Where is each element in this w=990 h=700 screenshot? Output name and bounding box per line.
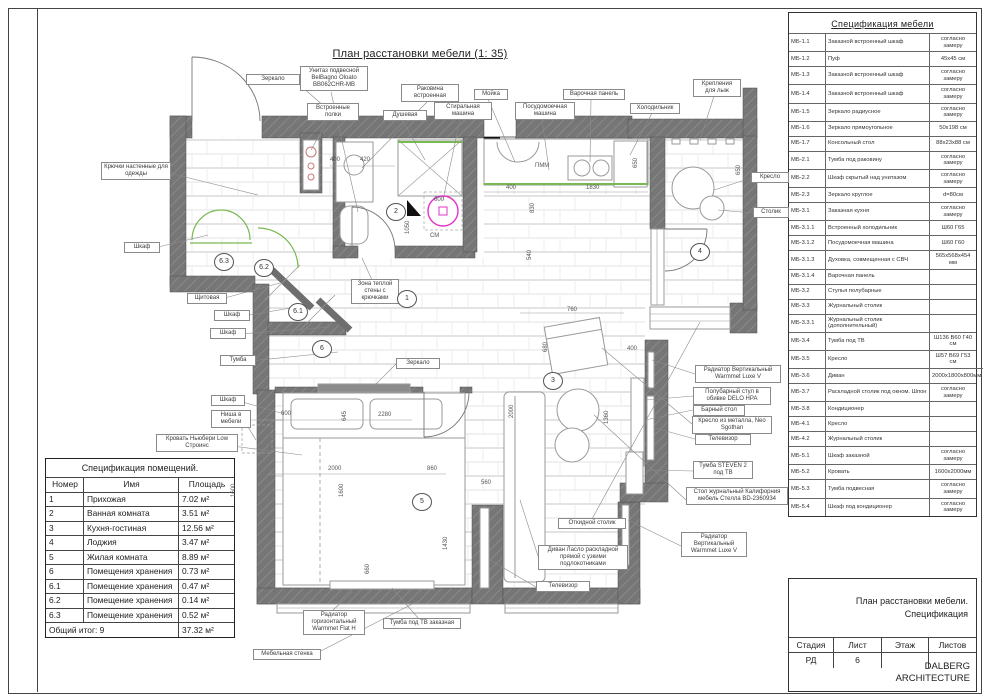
plan-label: Варочная панель — [563, 89, 625, 100]
furniture-spec-row: МБ-5.3 Тумба подвесная согласно замеру — [789, 479, 976, 497]
furniture-spec-row: МБ-3.3 Журнальный столик — [789, 299, 976, 314]
plan-dimension: 650 — [633, 157, 639, 168]
plan-label: Шкаф — [124, 242, 160, 253]
plan-label: Радиатор Вертикальный Warmmet Luxe V — [695, 365, 781, 383]
furniture-spec-row: МБ-3.1.3 Духовка, совмещенная с СВЧ 565х568х454 мм — [789, 250, 976, 268]
room-number-bubble: 4 — [690, 243, 710, 261]
room-spec-row: 3 Кухня-гостиная 12.56 м² — [46, 521, 234, 536]
plan-dimension: 1050 — [405, 220, 411, 234]
furniture-spec-row: МБ-1.3 Заказной встроенный шкаф согласно замеру — [789, 66, 976, 84]
company-logo-text: DALBERG ARCHITECTURE — [895, 661, 970, 684]
plan-label: Телевизор — [536, 581, 590, 592]
furniture-spec-row: МБ-4.2 Журнальный столик — [789, 431, 976, 446]
furniture-spec-rows — [789, 33, 982, 516]
plan-label: Холодильник — [630, 103, 680, 114]
plan-label: Кресло — [751, 172, 789, 183]
sheet-value: 6 — [833, 652, 881, 668]
plan-dimension: 860 — [427, 466, 438, 472]
plan-dimension: 420 — [360, 157, 371, 163]
plan-label: Тумба под ТВ заказная — [383, 618, 461, 629]
room-spec-row: 6.2 Помещение хранения 0.14 м² — [46, 593, 234, 608]
room-spec-header — [46, 477, 234, 492]
stage-header: Стадия — [789, 637, 833, 652]
plan-title: План расстановки мебели (1: 35) — [332, 48, 508, 60]
plan-dimension: 2280 — [378, 412, 392, 418]
furniture-spec-row: МБ-1.7 Консольный стол 88х23х88 см — [789, 136, 976, 151]
room-number-bubble: 2 — [386, 203, 406, 221]
furniture-spec-row: МБ-1.4 Заказной встроенный шкаф согласно замеру — [789, 84, 976, 102]
plan-label: Шкаф — [211, 395, 245, 406]
plan-dimension: 2000 — [328, 466, 342, 472]
plan-label: Щитовая — [187, 293, 227, 304]
plan-label: Радиатор горизонтальный Warmmet Flat H — [303, 610, 365, 635]
plan-label: Радиатор Вертикальный Warmmet Luxe V — [681, 532, 747, 557]
plan-label: Мойка — [474, 89, 508, 100]
room-spec-total-label: Общий итог: 9 — [46, 622, 178, 637]
floor-header: Этаж — [881, 637, 928, 652]
plan-dimension: СМ — [430, 233, 440, 239]
plan-label: Крючки настенные для одежды — [101, 162, 171, 180]
furniture-spec-row: МБ-2.2 Шкаф скрытый над унитазом согласно замеру — [789, 169, 976, 187]
furniture-spec-row: МБ-3.6 Диван 2000х1800х800мм — [789, 368, 976, 383]
furniture-spec-row: МБ-1.6 Зеркало прямоугольное 50х198 см — [789, 121, 976, 136]
room-number-bubble: 5 — [412, 493, 432, 511]
furniture-spec-row: МБ-3.1.4 Варочная панель — [789, 269, 976, 284]
plan-label: Тумба STEVEN 2 под ТВ — [693, 461, 753, 479]
plan-label: Шкаф — [210, 328, 246, 339]
plan-label: Откидной столик — [558, 518, 626, 529]
plan-dimension: 600 — [434, 197, 445, 203]
room-spec-row: 6 Помещения хранения 0.73 м² — [46, 564, 234, 579]
room-spec-total-row — [46, 622, 234, 637]
furniture-spec-row: МБ-5.4 Шкаф под кондиционер согласно замеру — [789, 498, 976, 516]
plan-label: Стол журнальный Калифорния мебель Стелла BD-2360934 — [686, 487, 788, 505]
document-title: План расстановки мебели. Спецификация — [855, 596, 968, 619]
plan-label: Душевая — [383, 110, 427, 121]
furniture-spec-row: МБ-1.5 Зеркало радиусное согласно замеру — [789, 103, 976, 121]
sheets-header: Листов — [928, 637, 976, 652]
plan-dimension: 660 — [365, 563, 371, 574]
furniture-spec-row: МБ-4.1 Кресло — [789, 416, 976, 431]
furniture-spec-row: МБ-1.2 Пуф 45х45 см — [789, 51, 976, 66]
plan-dimension: 1360 — [604, 410, 610, 424]
plan-label: Тумба — [220, 355, 256, 366]
furniture-spec-row: МБ-3.1.2 Посудомоечная машина Ш60 Г60 — [789, 235, 976, 250]
plan-label: Раковина встроенная — [401, 84, 459, 102]
furniture-spec-row: МБ-3.1 Заказная кухня согласно замеру — [789, 202, 976, 220]
plan-dimension: 1600 — [339, 483, 345, 497]
plan-dimension: 400 — [627, 346, 638, 352]
plan-dimension: 540 — [527, 249, 533, 260]
plan-label: Телевизор — [695, 434, 751, 445]
room-number-bubble: 6.3 — [214, 253, 234, 271]
plan-dimension: 560 — [481, 480, 492, 486]
plan-label: Мебельная стенка — [253, 649, 321, 660]
room-spec-row: 2 Ванная комната 3.51 м² — [46, 506, 234, 521]
sheet-header: Лист — [833, 637, 881, 652]
plan-label: Встроенные полки — [307, 103, 359, 121]
room-spec-total-area: 37.32 м² — [178, 622, 234, 637]
plan-dimension: 645 — [342, 410, 348, 421]
furniture-spec-row: МБ-3.2 Стулья полубарные — [789, 284, 976, 299]
plan-label: Зона теплой стены с крючками — [351, 279, 399, 304]
room-spec-row: 5 Жилая комната 8.89 м² — [46, 550, 234, 565]
room-spec-rows — [46, 492, 234, 623]
plan-label: Кровать Ньюбери Low Строинс — [156, 434, 238, 452]
plan-dimension: 600 — [281, 411, 292, 417]
furniture-spec-row: МБ-3.5 Кресло Ш57 В69 Г53 см — [789, 350, 976, 368]
plan-dimension: 2000 — [509, 404, 515, 418]
furniture-spec-row: МБ-1.1 Заказной встроенный шкаф согласно замеру — [789, 33, 976, 51]
furniture-spec-row: МБ-3.4 Тумба под ТВ Ш136 В60 Г40 см — [789, 332, 976, 350]
plan-label: Зеркало — [396, 358, 440, 369]
plan-label: Посудомоечная машина — [515, 102, 575, 120]
plan-label: Полубарный стул в обивке DELO HPA — [693, 387, 771, 405]
furniture-spec-row: МБ-3.1.1 Встроенный холодильник Ш60 Г65 — [789, 220, 976, 235]
plan-label: Шкаф — [214, 310, 250, 321]
room-spec-col-num: Номер — [46, 477, 83, 492]
plan-label: Барный стол — [693, 405, 745, 416]
furniture-spec-row: МБ-5.2 Кровать 1600х2000мм — [789, 464, 976, 479]
furniture-spec-table — [788, 12, 982, 517]
furniture-spec-row: МБ-2.1 Тумба под раковину согласно замеру — [789, 151, 976, 169]
plan-dimension: 400 — [330, 157, 341, 163]
plan-dimension: 1830 — [586, 185, 600, 191]
plan-dimension: 1600 — [231, 483, 237, 497]
room-number-bubble: 6.1 — [288, 303, 308, 321]
plan-dimension: 400 — [506, 185, 517, 191]
furniture-spec-row: МБ-5.1 Шкаф заказной согласно замеру — [789, 446, 976, 464]
room-spec-row: 4 Лоджия 3.47 м² — [46, 535, 234, 550]
room-spec-table — [45, 458, 235, 638]
plan-label: Ниша в мебели — [211, 410, 251, 428]
title-block — [788, 578, 977, 692]
furniture-spec-row: МБ-2.3 Зеркало круглое d=80см — [789, 187, 976, 202]
plan-label: Крепления для лыж — [693, 79, 741, 97]
furniture-spec-title: Спецификация мебели — [831, 19, 934, 29]
plan-label: Зеркало — [246, 74, 300, 85]
furniture-spec-row: МБ-3.8 Кондиционер — [789, 401, 976, 416]
plan-dimension: 680 — [543, 341, 549, 352]
room-spec-title: Спецификация помещений. — [81, 463, 199, 473]
plan-label: Диван Ласло раскладной прямой с узкими подлокотниками — [538, 545, 628, 570]
room-number-bubble: 3 — [543, 372, 563, 390]
room-spec-col-name: Имя — [83, 477, 178, 492]
plan-label: Стиральная машина — [434, 102, 492, 120]
plan-dimension: 830 — [530, 202, 536, 213]
plan-dimension: 1430 — [443, 536, 449, 550]
room-number-bubble: 1 — [397, 290, 417, 308]
plan-label: Унитаз подвесной BelBagno Oloato BB062CHR-MB — [300, 66, 368, 91]
room-spec-row: 1 Прихожая 7.02 м² — [46, 492, 234, 507]
plan-label: Столик — [753, 207, 789, 218]
room-spec-row: 6.3 Помещение хранения 0.52 м² — [46, 608, 234, 623]
furniture-spec-row: МБ-3.3.1 Журнальный столик (дополнительный) — [789, 314, 976, 332]
plan-dimension: ПММ — [535, 163, 550, 169]
room-spec-row: 6.1 Помещение хранения 0.47 м² — [46, 579, 234, 594]
plan-dimension: 650 — [736, 164, 742, 175]
room-number-bubble: 6 — [312, 340, 332, 358]
furniture-spec-row: МБ-3.7 Раскладной столик под окном. Шпон согласно замеру — [789, 383, 976, 401]
stage-value: РД — [789, 652, 833, 668]
plan-dimension: 760 — [567, 307, 578, 313]
room-spec-col-area: Площадь — [178, 477, 234, 492]
room-number-bubble: 6.2 — [254, 259, 274, 277]
plan-label: Кресло из металла, Neo Sgothan — [692, 416, 772, 434]
